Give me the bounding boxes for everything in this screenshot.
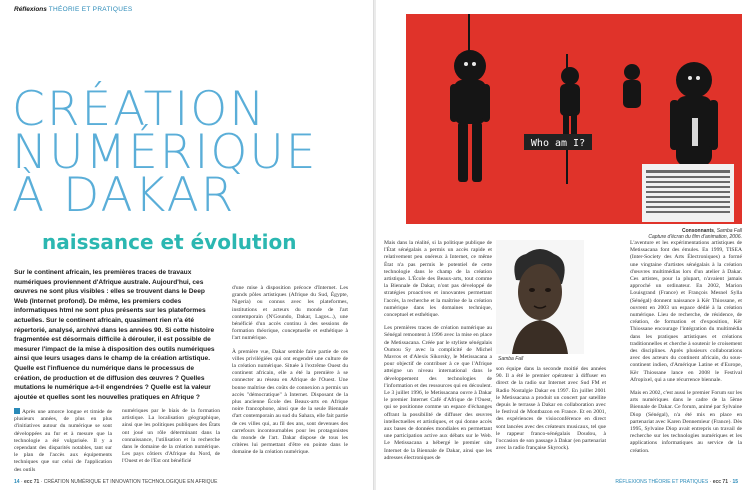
right-column-2	[496, 366, 606, 452]
lead-paragraph: Sur le continent africain, les premières traces de travaux numériques proviennent d'Afrique australe. Aujourd'hui, ces œuvres ne sont plus visibles : elles se trouvent dans le Deep Web (Internet profond). De même, les premiers codes informatiques html ne sont plus présents sur les plateformes actuelles. Sur le continent africain, quasiment rien n'a été répertorié, analysé, archivé dans les années 90. Si cette histoire fragmentée est désormais difficile à dérouler, il est possible de mesurer l'impact de la mise à disposition des outils numériques ainsi que leurs usages dans le champ de la création artistique. Quelle est l'influence du numérique dans le processus de création, de production et de diffusion des œuvres ? Quelles mutations le numérique a-t-il engendrées ? Quelle est la valeur ajoutée et quelles sont les nouvelles pratiques en Afrique ?	[14, 269, 215, 401]
right-column-1-paragraph-1: Mais dans la réalité, si la politique publique de l'État sénégalais a permis un accès rapide et relativement peu onéreux à Internet, ce même État n'a pas permis le potentiel de cette technologie dans le champ de la création artistique. L'École des Beaux-arts, tout comme la Biennale de Dakar, n'ont pas développé de stratégies proactives et innovantes permettant l'accès, la recherche et la maîtrise de la création numérique dans les domaines technique, conceptuel et esthétique.	[384, 240, 492, 319]
left-footer: 14 · ecc 71 · CRÉATION NUMÉRIQUE ET INNOVATION TECHNOLOGIQUE EN AFRIQUE	[14, 479, 218, 485]
left-column-3-paragraph-1: d'une mise à disposition précoce d'Internet. Les grands pôles artistiques (Afrique du Sud, Égypte, Nigeria) ou connus avec les plateformes, institutions et acteurs du monde de l'art contemporain (N'Goundo, Dakar, Lagos...), une bénéficié d'un accès continu à des sessions de formation théorique, conceptuelle et esthétique à l'art numérique.	[232, 285, 348, 342]
left-issue: ecc 71	[24, 479, 40, 485]
left-page	[0, 0, 374, 490]
title-line-3: À DAKAR	[12, 168, 236, 223]
subsection-label: THÉORIE ET PRATIQUES	[48, 6, 133, 13]
article-title	[12, 82, 362, 223]
artwork-label: Who am I?	[530, 138, 586, 149]
right-column-3	[630, 240, 742, 455]
artwork-caption-author: Samba Fall	[716, 228, 742, 234]
artwork-caption-description: Capture d'écran du film d'animation, 2006.	[648, 234, 742, 241]
portrait-photo	[496, 240, 584, 354]
paragraph-marker-icon	[14, 408, 20, 414]
artwork-illustration	[406, 14, 742, 224]
right-footer: RÉFLEXIONS THÉORIE ET PRATIQUES · ecc 71 · 15	[615, 479, 738, 485]
article-subtitle: naissance et évolution	[42, 230, 297, 254]
right-column-1	[384, 240, 492, 462]
left-column-3-paragraph-2: À première vue, Dakar semble faire partie de ces villes privilégiées qui ont engendré une culture de la création numérique. Située à l'extrême Ouest du continent africain, elle a été la première à se connecter au réseau en Afrique de l'Ouest. Une bonne maîtrise des coûts de connexion a permis un accès "démocratique" à Internet. Disposant de la plus ancienne École des Beaux-arts en Afrique noire francophone, ainsi que de la seule Biennale d'art contemporain au sud du Sahara, elle fait partie de ces villes qui, au fil des ans, sont devenues des carrefours incontournables pour les protagonistes du monde de l'art. Dakar dispose de tous les critères lui permettant d'être en pointe dans le domaine de la création numérique.	[232, 348, 348, 456]
right-column-3-paragraph-1: L'aventure et les expérimentations artistiques de Metissacana font des émules. En 1999, TISEA (Inter-Society des Arts Électroniques) a formé une vingtaine d'artistes sénégalais à la création d'œuvres multimédias lors d'un atelier à Dakar. Ces artistes, pour la plupart, n'avaient jamais approché un ordinateur. En 2002, Marion Louisgrand (France) et François Mesnel Sylla (Sénégal) donnent naissance à Kër Thiossane, et ouvrent en 2003 un espace dédié à la création numérique. Lieu de recherche, de résidence, de création, de formation et d'exposition, Kër Thiossane encourage l'intégration du multimédia dans les pratiques artistiques et créations traditionnelles et cherche à soutenir le croisement des disciplines. Après plusieurs collaborations avec des acteurs du continent africain, du sous-continent indien, d'Amérique Latine et d'Europe, Kër Thiossane lance en 2008 le Festival Afropixel, qui a une récurrence biennale.	[630, 240, 742, 383]
right-column-2-text: son équipe dans la seconde moitié des années 90. Il a été le premier opérateur à diffuser en direct de la radio sur Internet avec Sud FM et Radio Nostalgie Dakar en 1997. En juillet 2001 le Metissacana a produit un concert par satellite depuis le terrasse à Dakar en collaboration avec le festival de Montbazon en France. Et en 2001, des expériences de visioconférence en direct sont lancées avec des créateurs musicaux, tel que le rappeur franco-sénégalais Doudou, à l'occasion de son passage à Dakar (en partenariat avec la radio française Skyrock).	[496, 366, 606, 452]
artwork-caption-title: Consonnants	[681, 228, 714, 234]
left-page-number: 14	[14, 479, 20, 485]
section-label: Réflexions	[14, 6, 47, 13]
portrait-caption: Samba Fall	[498, 356, 524, 362]
right-page	[376, 0, 750, 490]
left-column-1	[14, 408, 112, 474]
right-page-number: 15	[732, 479, 738, 485]
left-column-2-text: numériques par le biais de la formation artistique. La localisation géographique, ainsi que les politiques publiques des États ont joué un rôle déterminant dans la connaissance, l'utilisation et la recherche dans le domaine de la création numérique. Les pays côtiers d'Afrique du Nord, de l'Ouest et de l'Est ont bénéficié	[122, 408, 220, 465]
artwork-caption: Consonnants, Samba Fall Capture d'écran du film d'animation, 2006.	[648, 228, 742, 241]
right-issue: ecc 71	[712, 479, 728, 485]
portrait-illustration	[496, 240, 584, 354]
section-rubric	[14, 6, 132, 13]
left-column-2	[122, 408, 220, 466]
left-footer-text: CRÉATION NUMÉRIQUE ET INNOVATION TECHNOLOGIQUE EN AFRIQUE	[43, 479, 218, 485]
right-footer-text: RÉFLEXIONS THÉORIE ET PRATIQUES	[615, 479, 709, 485]
right-column-3-paragraph-2: Mais en 2002, c'est aussi le premier Forum sur les arts numériques dans le cadre de la 5ème Biennale de Dakar. Ce forum, animé par Sylvaine Diop (Sénégal), n'a été mis en place en partenariat avec Karen Dennemieur (France). Dès 1995, Sylvaine Diop avait entrepris un travail de recherche sur les technologies numériques et les applications informatiques au service de la création.	[630, 390, 742, 454]
left-column-3	[232, 285, 348, 457]
title-line-1: CRÉATION	[12, 82, 267, 137]
left-column-1-text: Après une amorce longue et timide de plusieurs années, de plus en plus d'initiatives autour du numérique se sont développées au fur et à mesure que la technologie a été vulgarisée. Il y a cependant des disparités notables, tant sur le plan de l'accès aux équipements techniques que sur celui de l'application des outils	[14, 409, 112, 473]
artwork-image	[406, 14, 742, 224]
right-column-1-paragraph-2: Les premières traces de création numérique au Sénégal remontent à 1996 avec la mise en place de Metissacana. Créée par le styliste sénégalais Oumou Sy avec la complicité de Michel Mavros et d'Alexis Sikorsky, le Metissacana a pour objectif de contribuer à ce que l'Afrique atteigne un niveau international dans le développement des technologies de l'information et des ressources qui en découlent. Le 3 juillet 1996, le Metissacana ouvre à Dakar le premier Internet Café d'Afrique de l'Ouest, qui se positionne comme un espace d'échanges offrant la possibilité de diffuser des œuvres intellectuelles et artistiques, et qui donne accès aux bases de données mondiales en permettant une participation active aux débats sur le Web. Le Metissacana a hébergé le premier site Internet de la Biennale de Dakar, ainsi que les adresses électroniques de	[384, 325, 492, 461]
title-line-2: NUMÉRIQUE	[12, 125, 318, 180]
